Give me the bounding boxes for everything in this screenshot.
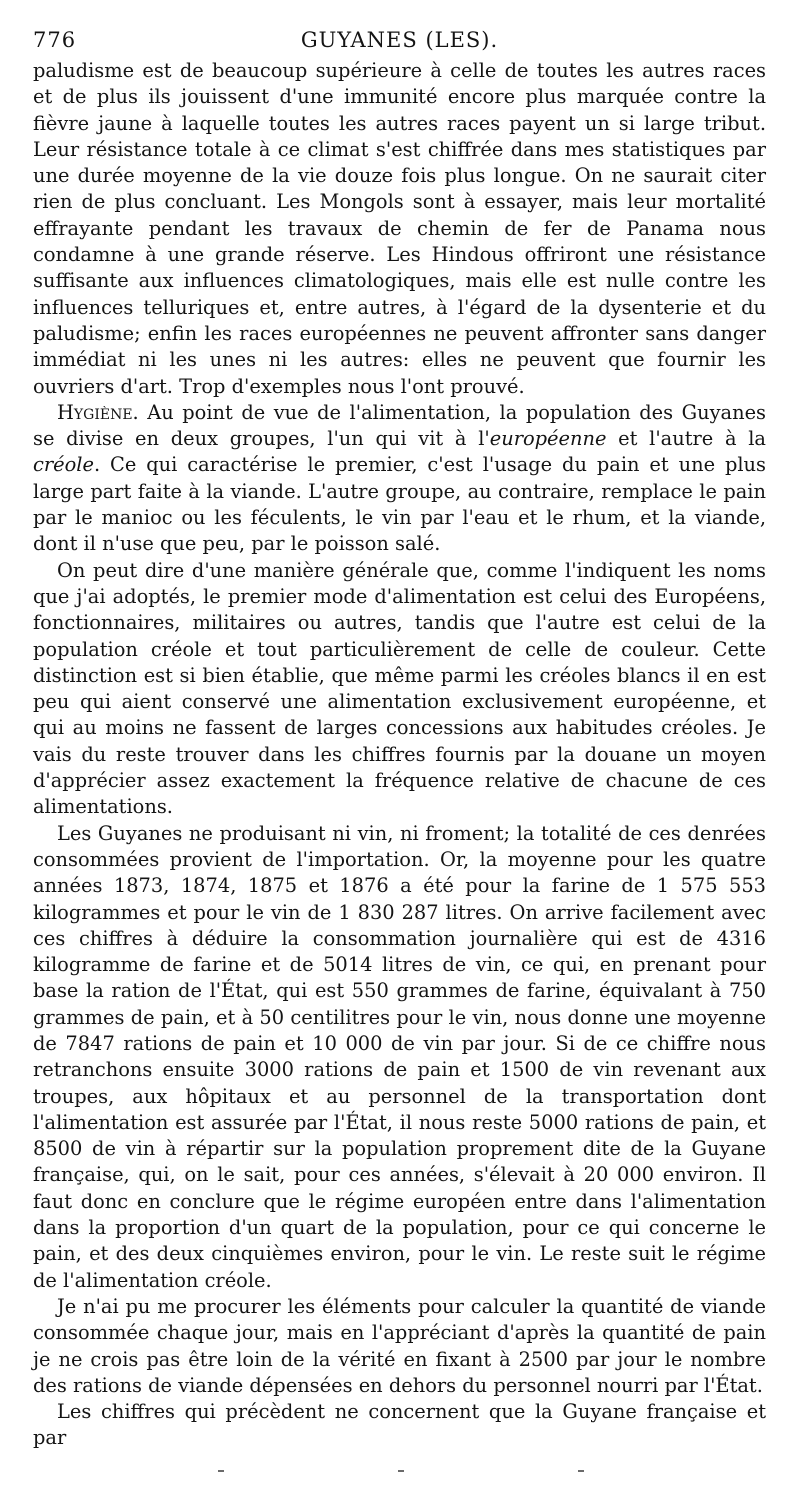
body-text bbox=[33, 58, 766, 1452]
page-number: 776 bbox=[33, 28, 77, 52]
italic-term-europeenne: européenne bbox=[489, 427, 607, 451]
footer-mark bbox=[398, 1470, 404, 1472]
section-heading-hygiene: Hygiène. bbox=[57, 400, 139, 424]
paragraph-1: paludisme est de beaucoup supérieure à celle de toutes les autres races et de plus ils jouissent d'une immunité encore plus marquée contre la fièvre jaune à laquelle toutes les autres races payent un si large tribut. Leur résistance totale à ce climat s'est chiffrée dans mes statistiques par une durée moyenne de la vie douze fois plus longue. On ne saurait citer rien de plus concluant. Les Mongols sont à essayer, mais leur mortalité effrayante pendant les travaux de chemin de fer de Panama nous condamne à une grande réserve. Les Hindous offriront une résistance suffisante aux influences climatologiques, mais elle est nulle contre les influences telluriques et, entre autres, à l'égard de la dysenterie et du paludisme; enfin les races européennes ne peuvent affronter sans danger immédiat ni les unes ni les autres: elles ne peuvent que fournir les ouvriers d'art. Trop d'exemples nous l'ont prouvé. bbox=[33, 59, 766, 398]
footer-mark bbox=[218, 1470, 224, 1472]
paragraph-5: Je n'ai pu me procurer les éléments pour calculer la quantité de viande consommée chaque jour, mais en l'appréciant d'après la quantité de pain je ne crois pas être loin de la vérité en fixant à 2500 par jour le nombre des rations de viande dépensées en dehors du personnel nourri par l'État. bbox=[33, 1294, 766, 1397]
paragraph-3: On peut dire d'une manière générale que, comme l'indiquent les noms que j'ai adoptés, le premier mode d'alimentation est celui des Européens, fonctionnaires, militaires ou autres, tandis que l'autre est celui de la population créole et tout particulièrement de celle de couleur. Cette distinction est si bien établie, que même parmi les créoles blancs il en est peu qui aient conservé une alimentation exclusivement européenne, et qui au moins ne fassent de larges concessions aux habitudes créoles. Je vais du reste trouver dans les chiffres fournis par la douane un moyen d'apprécier assez exactement la fréquence relative de chacune de ces alimentations. bbox=[33, 558, 766, 819]
running-header bbox=[33, 28, 766, 58]
italic-term-creole: créole bbox=[33, 453, 94, 477]
paragraph-6: Les chiffres qui précèdent ne concernent que la Guyane française et par bbox=[33, 1400, 766, 1450]
page bbox=[33, 28, 766, 1452]
paragraph-hygiene bbox=[33, 400, 766, 558]
paragraph-4: Les Guyanes ne produisant ni vin, ni froment; la totalité de ces denrées consommées provient de l'importation. Or, la moyenne pour les quatre années 1873, 1874, 1875 et 1876 a été pour la farine de 1 575 553 kilogrammes et pour le vin de 1 830 287 litres. On arrive facilement avec ces chiffres à déduire la consommation journalière qui est de 4316 kilogramme de farine et de 5014 litres de vin, ce qui, en prenant pour base la ration de l'État, qui est 550 grammes de farine, équivalant à 750 grammes de pain, et à 50 centilitres pour le vin, nous donne une moyenne de 7847 rations de pain et 10 000 de vin par jour. Si de ce chiffre nous retranchons ensuite 3000 rations de pain et 1500 de vin revenant aux troupes, aux hôpitaux et au personnel de la transportation dont l'alimentation est assurée par l'État, il nous reste 5000 rations de pain, et 8500 de vin à répartir sur la population proprement dite de la Guyane française, qui, on le sait, pour ces années, s'élevait à 20 000 environ. Il faut donc en conclure que le régime européen entre dans l'alimentation dans la proportion d'un quart de la population, pour ce qui concerne le pain, et des deux cinquièmes environ, pour le vin. Le reste suit le régime de l'alimentation créole. bbox=[33, 821, 766, 1292]
paragraph-text: . Ce qui caractérise le premier, c'est l'usage du pain et une plus large part faite à la viande. L'autre groupe, au contraire, remplace le pain par le manioc ou les féculents, le vin par l'eau et le rhum, et la viande, dont il n'use que peu, par le poisson salé. bbox=[33, 453, 766, 556]
paragraph-text: et l'autre à la bbox=[606, 427, 766, 451]
footer-marks bbox=[0, 1470, 800, 1476]
paragraph-text: Au point de vue de l'alimentation, la population des Guyanes se divise en deux groupes, l'un qui vit à l' bbox=[33, 400, 766, 451]
footer-mark bbox=[578, 1470, 584, 1472]
running-title: GUYANES (LES). bbox=[300, 28, 499, 52]
